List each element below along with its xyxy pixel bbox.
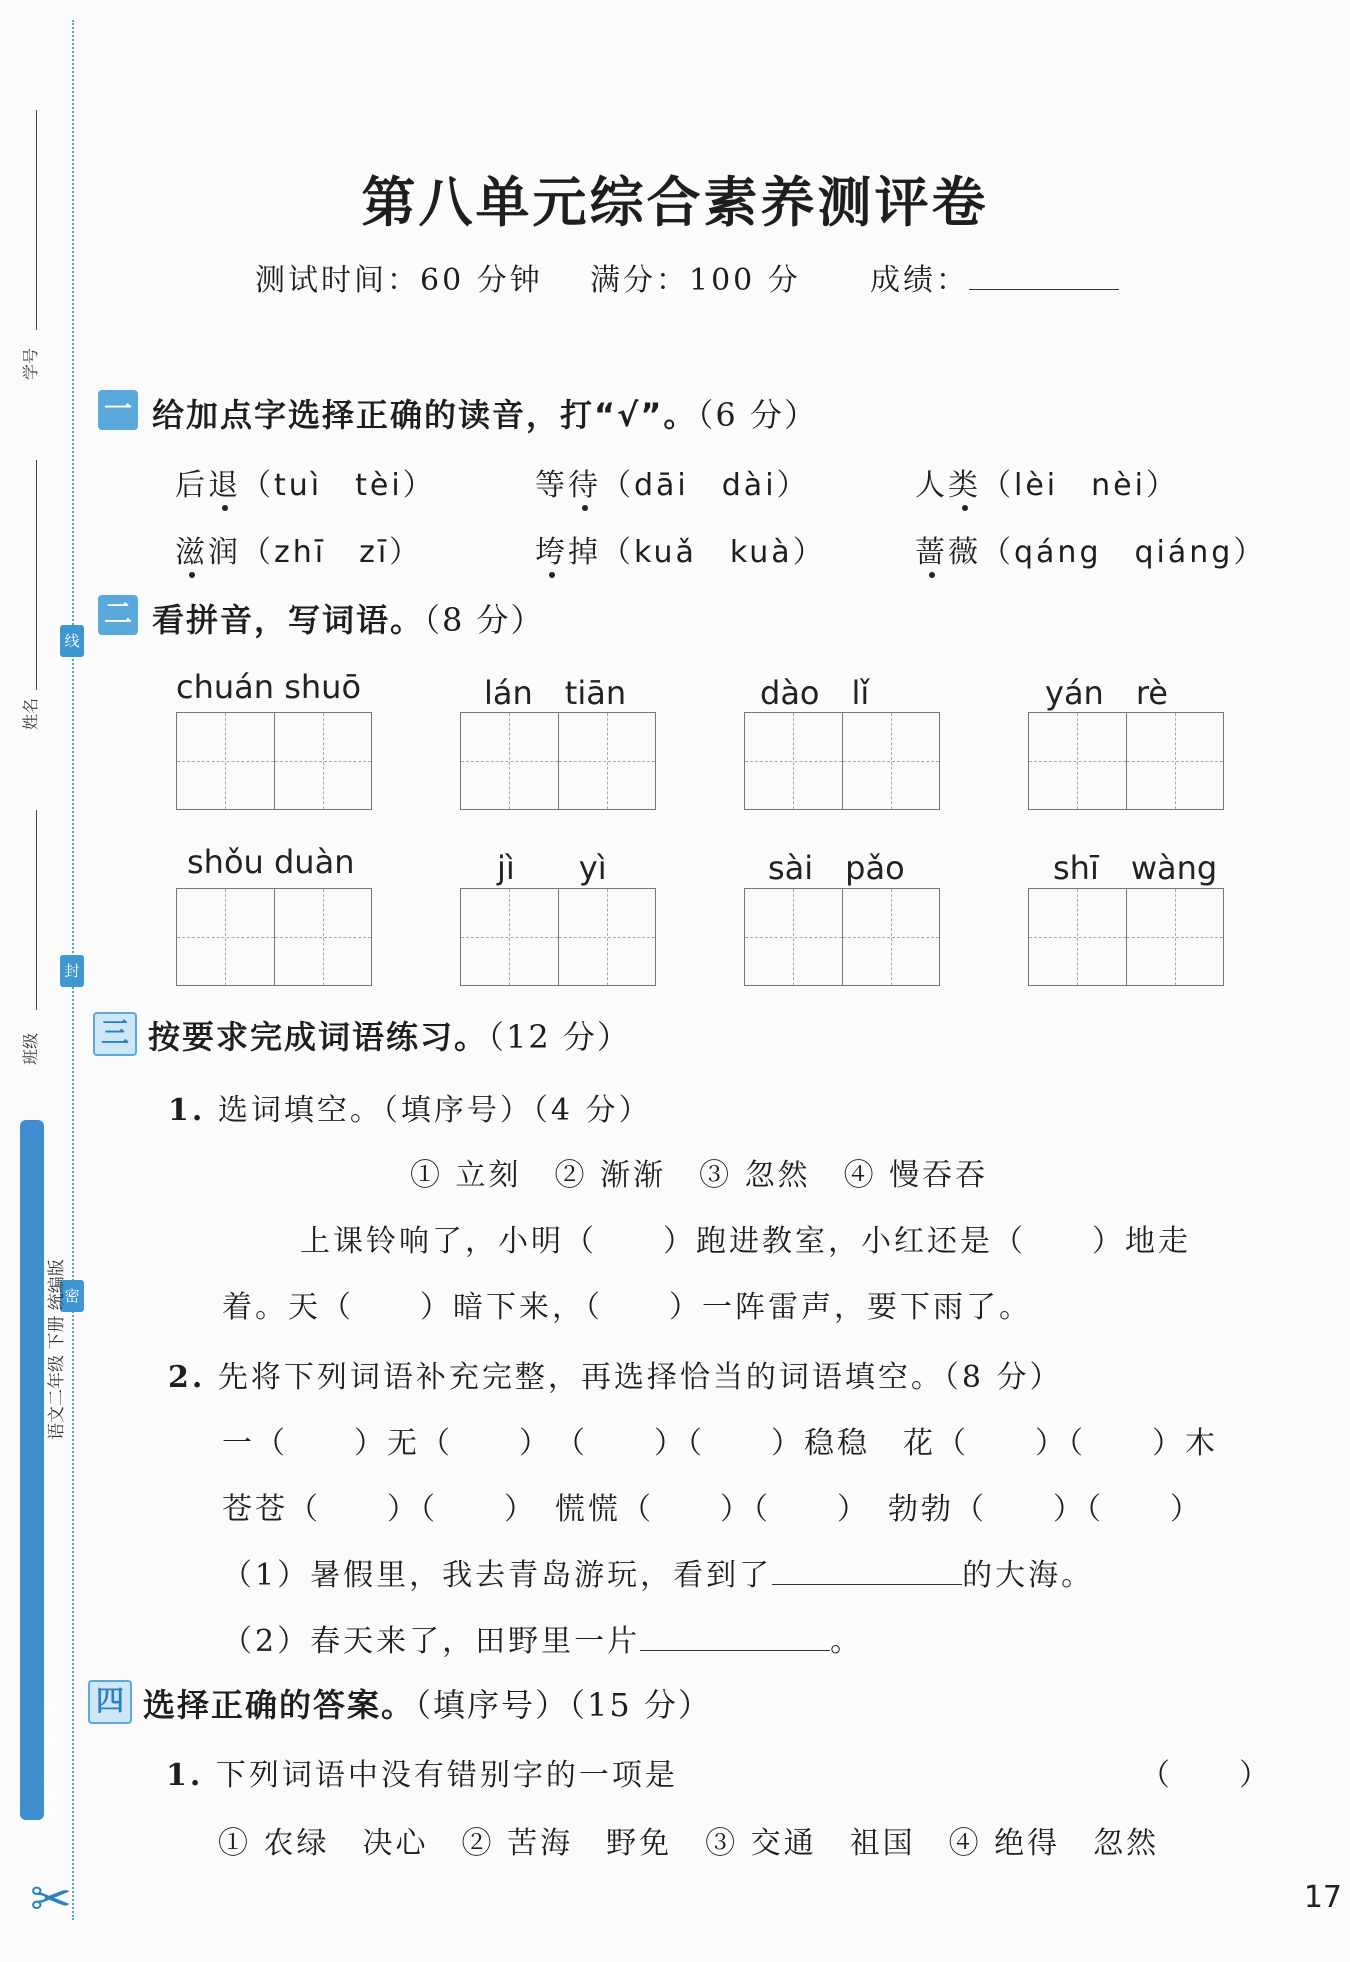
reading-item-2 (535, 460, 810, 504)
section-title-3-text: 按要求完成词语练习。 (148, 1018, 489, 1056)
s3-q2-number: 2. (168, 1360, 206, 1395)
section-score-1: （6 分） (697, 396, 818, 434)
reading-item-5-dot: 垮 (535, 535, 568, 570)
s3-q2-sentence-1 (222, 1550, 1094, 1594)
s3-q2-sentence-2 (222, 1616, 863, 1660)
reading-item-1-dot: 退 (208, 468, 241, 503)
s3-q1-options: ① 立刻 ② 渐渐 ③ 忽然 ④ 慢吞吞 (410, 1158, 989, 1193)
score-label-text: 成绩： (870, 263, 969, 298)
reading-item-4-post: 润 (208, 535, 241, 570)
s3-q1-line2[interactable]: 着。天（ ）暗下来，（ ）一阵雷声，要下雨了。 (222, 1290, 1032, 1325)
reading-item-2-pre: 等 (535, 468, 568, 503)
reading-item-3-pre: 人 (915, 468, 948, 503)
s4-q1-text: 下列词语中没有错别字的一项是 (215, 1758, 678, 1793)
section-title-1-text: 给加点字选择正确的读音，打“√”。 (152, 396, 698, 434)
section-title-3 (148, 1012, 631, 1058)
s3-q1-number: 1. (168, 1093, 206, 1128)
cut-mark-xian: 线 (60, 625, 84, 657)
s3-q2-s1-b: 的大海。 (962, 1558, 1095, 1593)
reading-item-1 (175, 460, 436, 504)
s3-q2-s2-b: 。 (830, 1624, 864, 1659)
s4-q1-number: 1. (166, 1758, 204, 1793)
s4-question-1 (166, 1750, 678, 1794)
pinyin-7: sài pǎo (768, 849, 905, 887)
section-badge-2: 二 (98, 595, 138, 635)
s3-question-1 (168, 1085, 652, 1129)
pinyin-3: dào lǐ (760, 674, 870, 712)
s3-q2-s1-blank[interactable] (772, 1554, 962, 1585)
banji-label: 班级 (21, 1032, 40, 1065)
score-label (870, 255, 1119, 299)
s3-question-2 (168, 1352, 1063, 1396)
scissors-icon: ✂ (30, 1870, 72, 1928)
section-title-2-text: 看拼音，写词语。 (152, 601, 425, 639)
reading-item-1-opts[interactable]: （tuì tèi） (241, 468, 436, 503)
reading-item-2-dot: 待 (568, 468, 601, 503)
reading-item-6 (915, 527, 1266, 571)
edition-label: 语文二年级 下册 统编版 (47, 1259, 67, 1440)
reading-item-4 (175, 527, 422, 571)
reading-item-5-opts[interactable]: （kuǎ kuà） (601, 535, 826, 570)
reading-item-6-opts[interactable]: （qáng qiáng） (981, 535, 1267, 570)
reading-item-1-pre: 后 (175, 468, 208, 503)
edition-band-text: 新编同步测试卷 (45, 1701, 65, 1820)
section-title-4 (143, 1680, 712, 1726)
writing-grid-2[interactable] (460, 712, 656, 810)
reading-item-6-dot: 蔷 (915, 535, 948, 570)
s3-q1-line1[interactable]: 上课铃响了，小明（ ）跑进教室，小红还是（ ）地走 (300, 1224, 1191, 1259)
section-badge-4: 四 (88, 1680, 132, 1724)
xingming-label: 姓名 (21, 697, 40, 730)
writing-grid-1[interactable] (176, 712, 372, 810)
reading-item-5 (535, 527, 826, 571)
score-blank[interactable] (969, 259, 1119, 290)
cut-mark-feng: 封 (60, 955, 84, 987)
writing-grid-4[interactable] (1028, 712, 1224, 810)
section-score-2: （8 分） (424, 601, 545, 639)
section-badge-3: 三 (93, 1012, 137, 1056)
section-score-3: （12 分） (488, 1018, 631, 1056)
reading-item-3 (915, 460, 1179, 504)
cut-mark-mi: 密 (60, 1280, 84, 1312)
reading-item-5-post: 掉 (568, 535, 601, 570)
page-title: 第八单元综合素养测评卷 (361, 171, 989, 234)
reading-item-4-opts[interactable]: （zhī zī） (241, 535, 423, 570)
reading-item-3-dot: 类 (948, 468, 981, 503)
s3-q2-s2-blank[interactable] (640, 1620, 830, 1651)
pinyin-4: yán rè (1045, 674, 1168, 712)
writing-grid-6[interactable] (460, 888, 656, 986)
pinyin-5: shǒu duàn (187, 843, 355, 881)
writing-grid-7[interactable] (744, 888, 940, 986)
reading-item-3-opts[interactable]: （lèi nèi） (981, 468, 1179, 503)
reading-item-2-opts[interactable]: （dāi dài） (601, 468, 810, 503)
banji-line (36, 810, 37, 1010)
writing-grid-5[interactable] (176, 888, 372, 986)
section-title-1 (152, 390, 818, 436)
s3-q2-line1[interactable]: 一（ ）无（ ） （ ）（ ）稳稳 花（ ）（ ）木 (222, 1426, 1218, 1461)
page-number: 17 (1303, 1880, 1342, 1915)
xuehao-label: 学号 (21, 347, 40, 380)
s3-q1-text: 选词填空。（填序号）（4 分） (217, 1093, 652, 1128)
s4-q1-options: ① 农绿 决心 ② 苦海 野免 ③ 交通 祖国 ④ 绝得 忽然 (218, 1826, 1160, 1861)
full-score: 满分：100 分 (590, 263, 801, 298)
s3-q2-line2[interactable]: 苍苍（ ）（ ） 慌慌（ ）（ ） 勃勃（ ）（ ） (222, 1492, 1203, 1527)
pinyin-2: lán tiān (484, 674, 627, 712)
test-time: 测试时间：60 分钟 (255, 263, 543, 298)
pinyin-6: jì yì (497, 849, 607, 887)
s3-q2-text: 先将下列词语补充完整，再选择恰当的词语填空。（8 分） (217, 1360, 1063, 1395)
writing-grid-3[interactable] (744, 712, 940, 810)
pinyin-8: shī wàng (1053, 849, 1218, 887)
section-score-4: （填序号）（15 分） (415, 1686, 712, 1724)
s3-q2-s1-a: （1）暑假里，我去青岛游玩，看到了 (222, 1558, 773, 1593)
section-title-2 (152, 595, 545, 641)
writing-grid-8[interactable] (1028, 888, 1224, 986)
xingming-line (36, 460, 37, 690)
section-badge-1: 一 (98, 390, 138, 430)
reading-item-6-post: 薇 (948, 535, 981, 570)
pinyin-1: chuán shuō (176, 668, 362, 706)
s4-q1-answer-paren[interactable]: （ ） (1140, 1758, 1272, 1793)
s3-q2-s2-a: （2）春天来了，田野里一片 (222, 1624, 641, 1659)
reading-item-4-dot: 滋 (175, 535, 208, 570)
section-title-4-text: 选择正确的答案。 (143, 1686, 416, 1724)
